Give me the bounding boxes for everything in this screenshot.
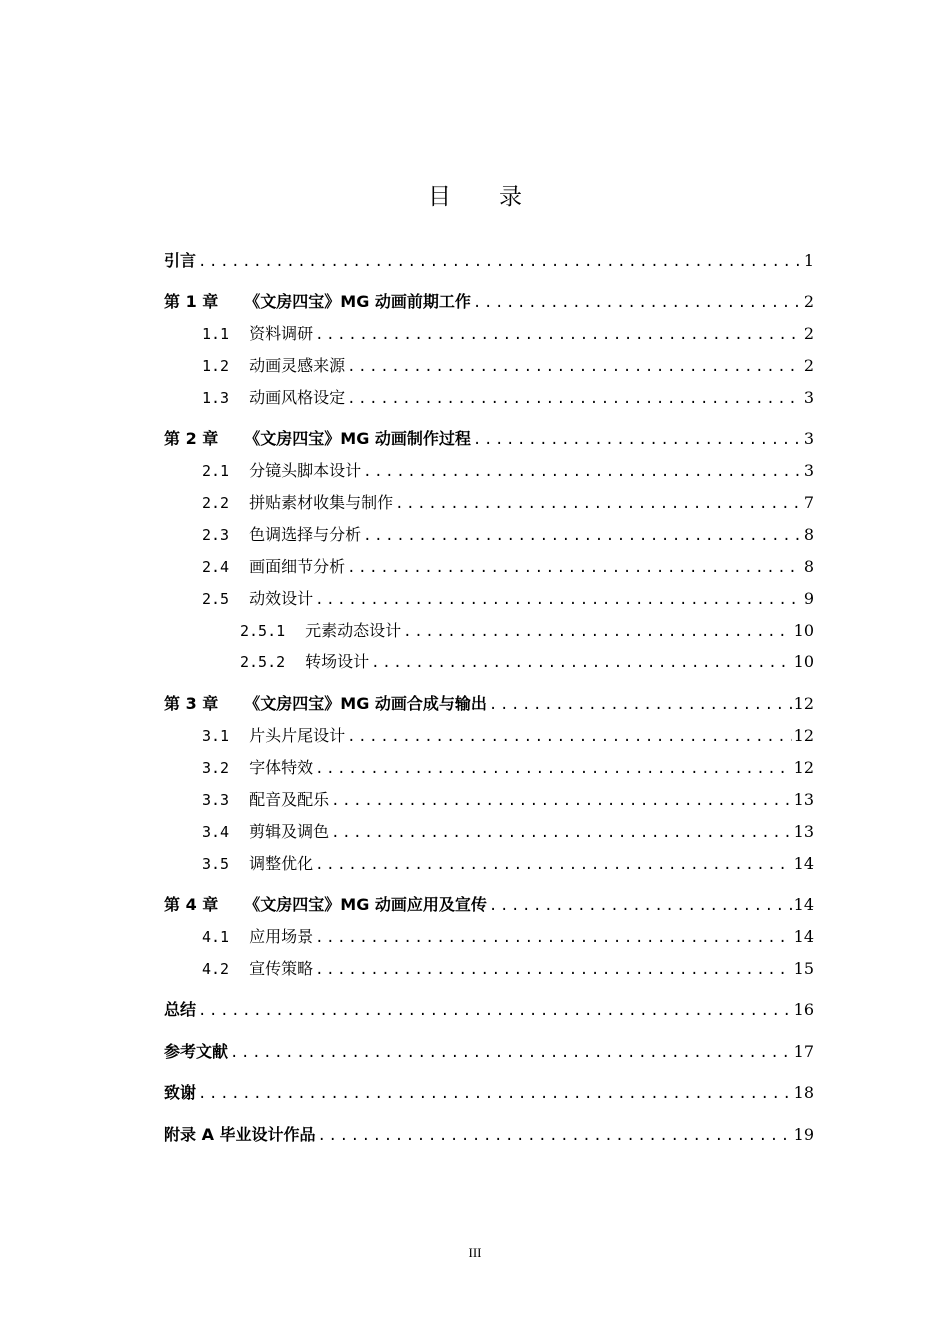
toc-chapter-entry[interactable] [0, 289, 950, 315]
toc-entry-title: 配音及配乐 [249, 790, 330, 809]
toc-section-entry[interactable] [0, 924, 950, 950]
toc-entry-page-number: 18 [793, 1083, 814, 1102]
toc-entry-row [202, 522, 814, 549]
toc-section-entry[interactable] [0, 851, 950, 877]
toc-section-entry[interactable] [0, 819, 950, 845]
toc-section-entry[interactable] [0, 586, 950, 612]
toc-entry-page-number: 8 [803, 525, 814, 544]
toc-entry-page-number: 19 [793, 1125, 814, 1144]
toc-section-entry[interactable] [0, 353, 950, 379]
toc-chapter-entry[interactable] [0, 892, 950, 918]
toc-dot-leader [318, 1123, 792, 1149]
toc-section-entry[interactable] [0, 554, 950, 580]
toc-entry-row [240, 649, 814, 676]
toc-entry-number: 第 4 章 [164, 895, 219, 914]
toc-dot-leader [315, 852, 792, 878]
toc-chapter-entry[interactable] [0, 248, 950, 274]
toc-section-entry[interactable] [0, 755, 950, 781]
toc-entry-title: 动画风格设定 [249, 388, 346, 407]
toc-entry-row [202, 723, 814, 750]
toc-entry-page-number: 14 [793, 854, 814, 873]
toc-title-char-2: 录 [499, 184, 522, 210]
toc-entry-row [164, 248, 814, 275]
toc-entry-page-number: 9 [803, 589, 814, 608]
toc-entry-title: 资料调研 [249, 324, 314, 343]
toc-entry-title: 画面细节分析 [249, 557, 346, 576]
toc-chapter-entry[interactable] [0, 997, 950, 1023]
toc-entry-row [202, 755, 814, 782]
toc-dot-leader [198, 249, 802, 275]
toc-entry-page-number: 3 [803, 461, 814, 480]
toc-entry-number: 1.2 [202, 357, 230, 375]
toc-entry-page-number: 14 [793, 927, 814, 946]
toc-entry-title: 《文房四宝》MG 动画前期工作 [244, 292, 471, 311]
toc-entry-row [164, 1039, 814, 1066]
toc-dot-leader [347, 724, 792, 750]
toc-entry-title: 元素动态设计 [305, 621, 402, 640]
toc-entry-row [202, 353, 814, 380]
toc-chapter-entry[interactable] [0, 1039, 950, 1065]
toc-section-entry[interactable] [0, 321, 950, 347]
toc-entry-page-number: 15 [793, 959, 814, 978]
toc-dot-leader [230, 1040, 792, 1066]
toc-dot-leader [403, 619, 791, 645]
toc-entry-number: 2.5.2 [240, 653, 286, 671]
toc-entry-page-number: 8 [803, 557, 814, 576]
toc-title-char-1: 目 [428, 184, 451, 210]
toc-chapter-entry[interactable] [0, 691, 950, 717]
toc-entry-number: 2.5.1 [240, 622, 286, 640]
toc-entry-page-number: 3 [803, 429, 814, 448]
toc-entry-page-number: 13 [793, 822, 814, 841]
toc-entry-row [164, 691, 814, 718]
toc-entry-title: 动画灵感来源 [249, 356, 346, 375]
toc-dot-leader [395, 491, 802, 517]
toc-section-entry[interactable] [0, 385, 950, 411]
toc-entry-title: 字体特效 [249, 758, 314, 777]
toc-entry-row [164, 289, 814, 316]
toc-entry-row [202, 458, 814, 485]
toc-entry-title: 分镜头脚本设计 [249, 461, 362, 480]
toc-entry-row [164, 1122, 814, 1149]
toc-entry-title: 《文房四宝》MG 动画制作过程 [244, 429, 471, 448]
toc-entry-title: 附录 A 毕业设计作品 [164, 1125, 316, 1144]
toc-dot-leader [363, 459, 802, 485]
toc-dot-leader [315, 322, 802, 348]
toc-dot-leader [363, 523, 802, 549]
toc-entry-number: 2.4 [202, 558, 230, 576]
toc-entry-title: 应用场景 [249, 927, 314, 946]
toc-entry-row [202, 490, 814, 517]
toc-entry-page-number: 1 [803, 251, 814, 270]
toc-entry-title: 色调选择与分析 [249, 525, 362, 544]
toc-entry-number: 3.4 [202, 823, 230, 841]
toc-entry-title: 剪辑及调色 [249, 822, 330, 841]
toc-section-entry[interactable] [0, 522, 950, 548]
toc-entry-number: 2.5 [202, 590, 230, 608]
toc-dot-leader [473, 290, 802, 316]
toc-entry-title: 参考文献 [164, 1042, 229, 1061]
toc-entry-number: 3.5 [202, 855, 230, 873]
toc-entry-page-number: 10 [793, 621, 814, 640]
toc-section-entry[interactable] [0, 956, 950, 982]
toc-entry-row [202, 819, 814, 846]
toc-entry-number: 2.1 [202, 462, 230, 480]
toc-entry-page-number: 13 [793, 790, 814, 809]
toc-entry-row [202, 321, 814, 348]
toc-entry-number: 1.3 [202, 389, 230, 407]
toc-entry-title: 《文房四宝》MG 动画合成与输出 [244, 694, 487, 713]
toc-entry-row [202, 956, 814, 983]
toc-section-entry[interactable] [0, 458, 950, 484]
toc-entry-page-number: 2 [803, 292, 814, 311]
toc-entry-row [202, 554, 814, 581]
toc-entry-number: 第 3 章 [164, 694, 219, 713]
toc-entry-title: 总结 [164, 1000, 197, 1019]
toc-dot-leader [347, 354, 802, 380]
toc-entry-number: 4.1 [202, 928, 230, 946]
toc-entry-page-number: 2 [803, 324, 814, 343]
toc-entry-page-number: 10 [793, 652, 814, 671]
toc-entry-page-number: 12 [793, 694, 814, 713]
toc-chapter-entry[interactable] [0, 1122, 950, 1148]
toc-entry-row [164, 892, 814, 919]
toc-entry-title: 宣传策略 [249, 959, 314, 978]
toc-entry-title: 调整优化 [249, 854, 314, 873]
toc-entry-row [202, 586, 814, 613]
toc-dot-leader [198, 1081, 792, 1107]
toc-entry-title: 动效设计 [249, 589, 314, 608]
toc-entry-page-number: 12 [793, 758, 814, 777]
toc-entry-number: 第 2 章 [164, 429, 219, 448]
toc-dot-leader [489, 893, 792, 919]
toc-entry-number: 2.3 [202, 526, 230, 544]
toc-entry-number: 3.3 [202, 791, 230, 809]
toc-chapter-entry[interactable] [0, 1080, 950, 1106]
toc-dot-leader [315, 957, 792, 983]
toc-section-entry[interactable] [0, 723, 950, 749]
toc-entry-row [202, 787, 814, 814]
toc-subsection-entry[interactable] [0, 649, 950, 675]
toc-dot-leader [198, 998, 792, 1024]
page-number-footer: III [468, 1245, 482, 1260]
toc-entry-page-number: 14 [793, 895, 814, 914]
toc-entry-page-number: 16 [793, 1000, 814, 1019]
toc-entry-row [240, 618, 814, 645]
toc-entry-title: 转场设计 [305, 652, 370, 671]
toc-entry-page-number: 3 [803, 388, 814, 407]
toc-entry-title: 片头片尾设计 [249, 726, 346, 745]
toc-entry-row [202, 924, 814, 951]
toc-entry-row [164, 1080, 814, 1107]
toc-dot-leader [315, 756, 792, 782]
toc-entry-page-number: 17 [793, 1042, 814, 1061]
toc-entry-number: 第 1 章 [164, 292, 219, 311]
toc-subsection-entry[interactable] [0, 618, 950, 644]
toc-entry-number: 3.2 [202, 759, 230, 777]
toc-entry-number: 3.1 [202, 727, 230, 745]
toc-entry-title: 拼贴素材收集与制作 [249, 493, 394, 512]
toc-entry-page-number: 2 [803, 356, 814, 375]
toc-dot-leader [347, 386, 802, 412]
toc-dot-leader [473, 427, 802, 453]
toc-entry-page-number: 12 [793, 726, 814, 745]
toc-entry-number: 1.1 [202, 325, 230, 343]
toc-section-entry[interactable] [0, 490, 950, 516]
toc-entry-row [202, 851, 814, 878]
toc-dot-leader [489, 692, 792, 718]
toc-entry-number: 2.2 [202, 494, 230, 512]
toc-dot-leader [315, 925, 792, 951]
toc-entry-title: 引言 [164, 251, 197, 270]
toc-entry-row [164, 426, 814, 453]
toc-entry-row [164, 997, 814, 1024]
toc-entry-title: 致谢 [164, 1083, 197, 1102]
toc-dot-leader [371, 650, 791, 676]
toc-entry-row [202, 385, 814, 412]
toc-entry-page-number: 7 [803, 493, 814, 512]
toc-dot-leader [331, 788, 792, 814]
toc-dot-leader [315, 587, 802, 613]
toc-entry-title: 《文房四宝》MG 动画应用及宣传 [244, 895, 487, 914]
toc-chapter-entry[interactable] [0, 426, 950, 452]
toc-dot-leader [347, 555, 802, 581]
toc-section-entry[interactable] [0, 787, 950, 813]
toc-entry-number: 4.2 [202, 960, 230, 978]
toc-dot-leader [331, 820, 792, 846]
